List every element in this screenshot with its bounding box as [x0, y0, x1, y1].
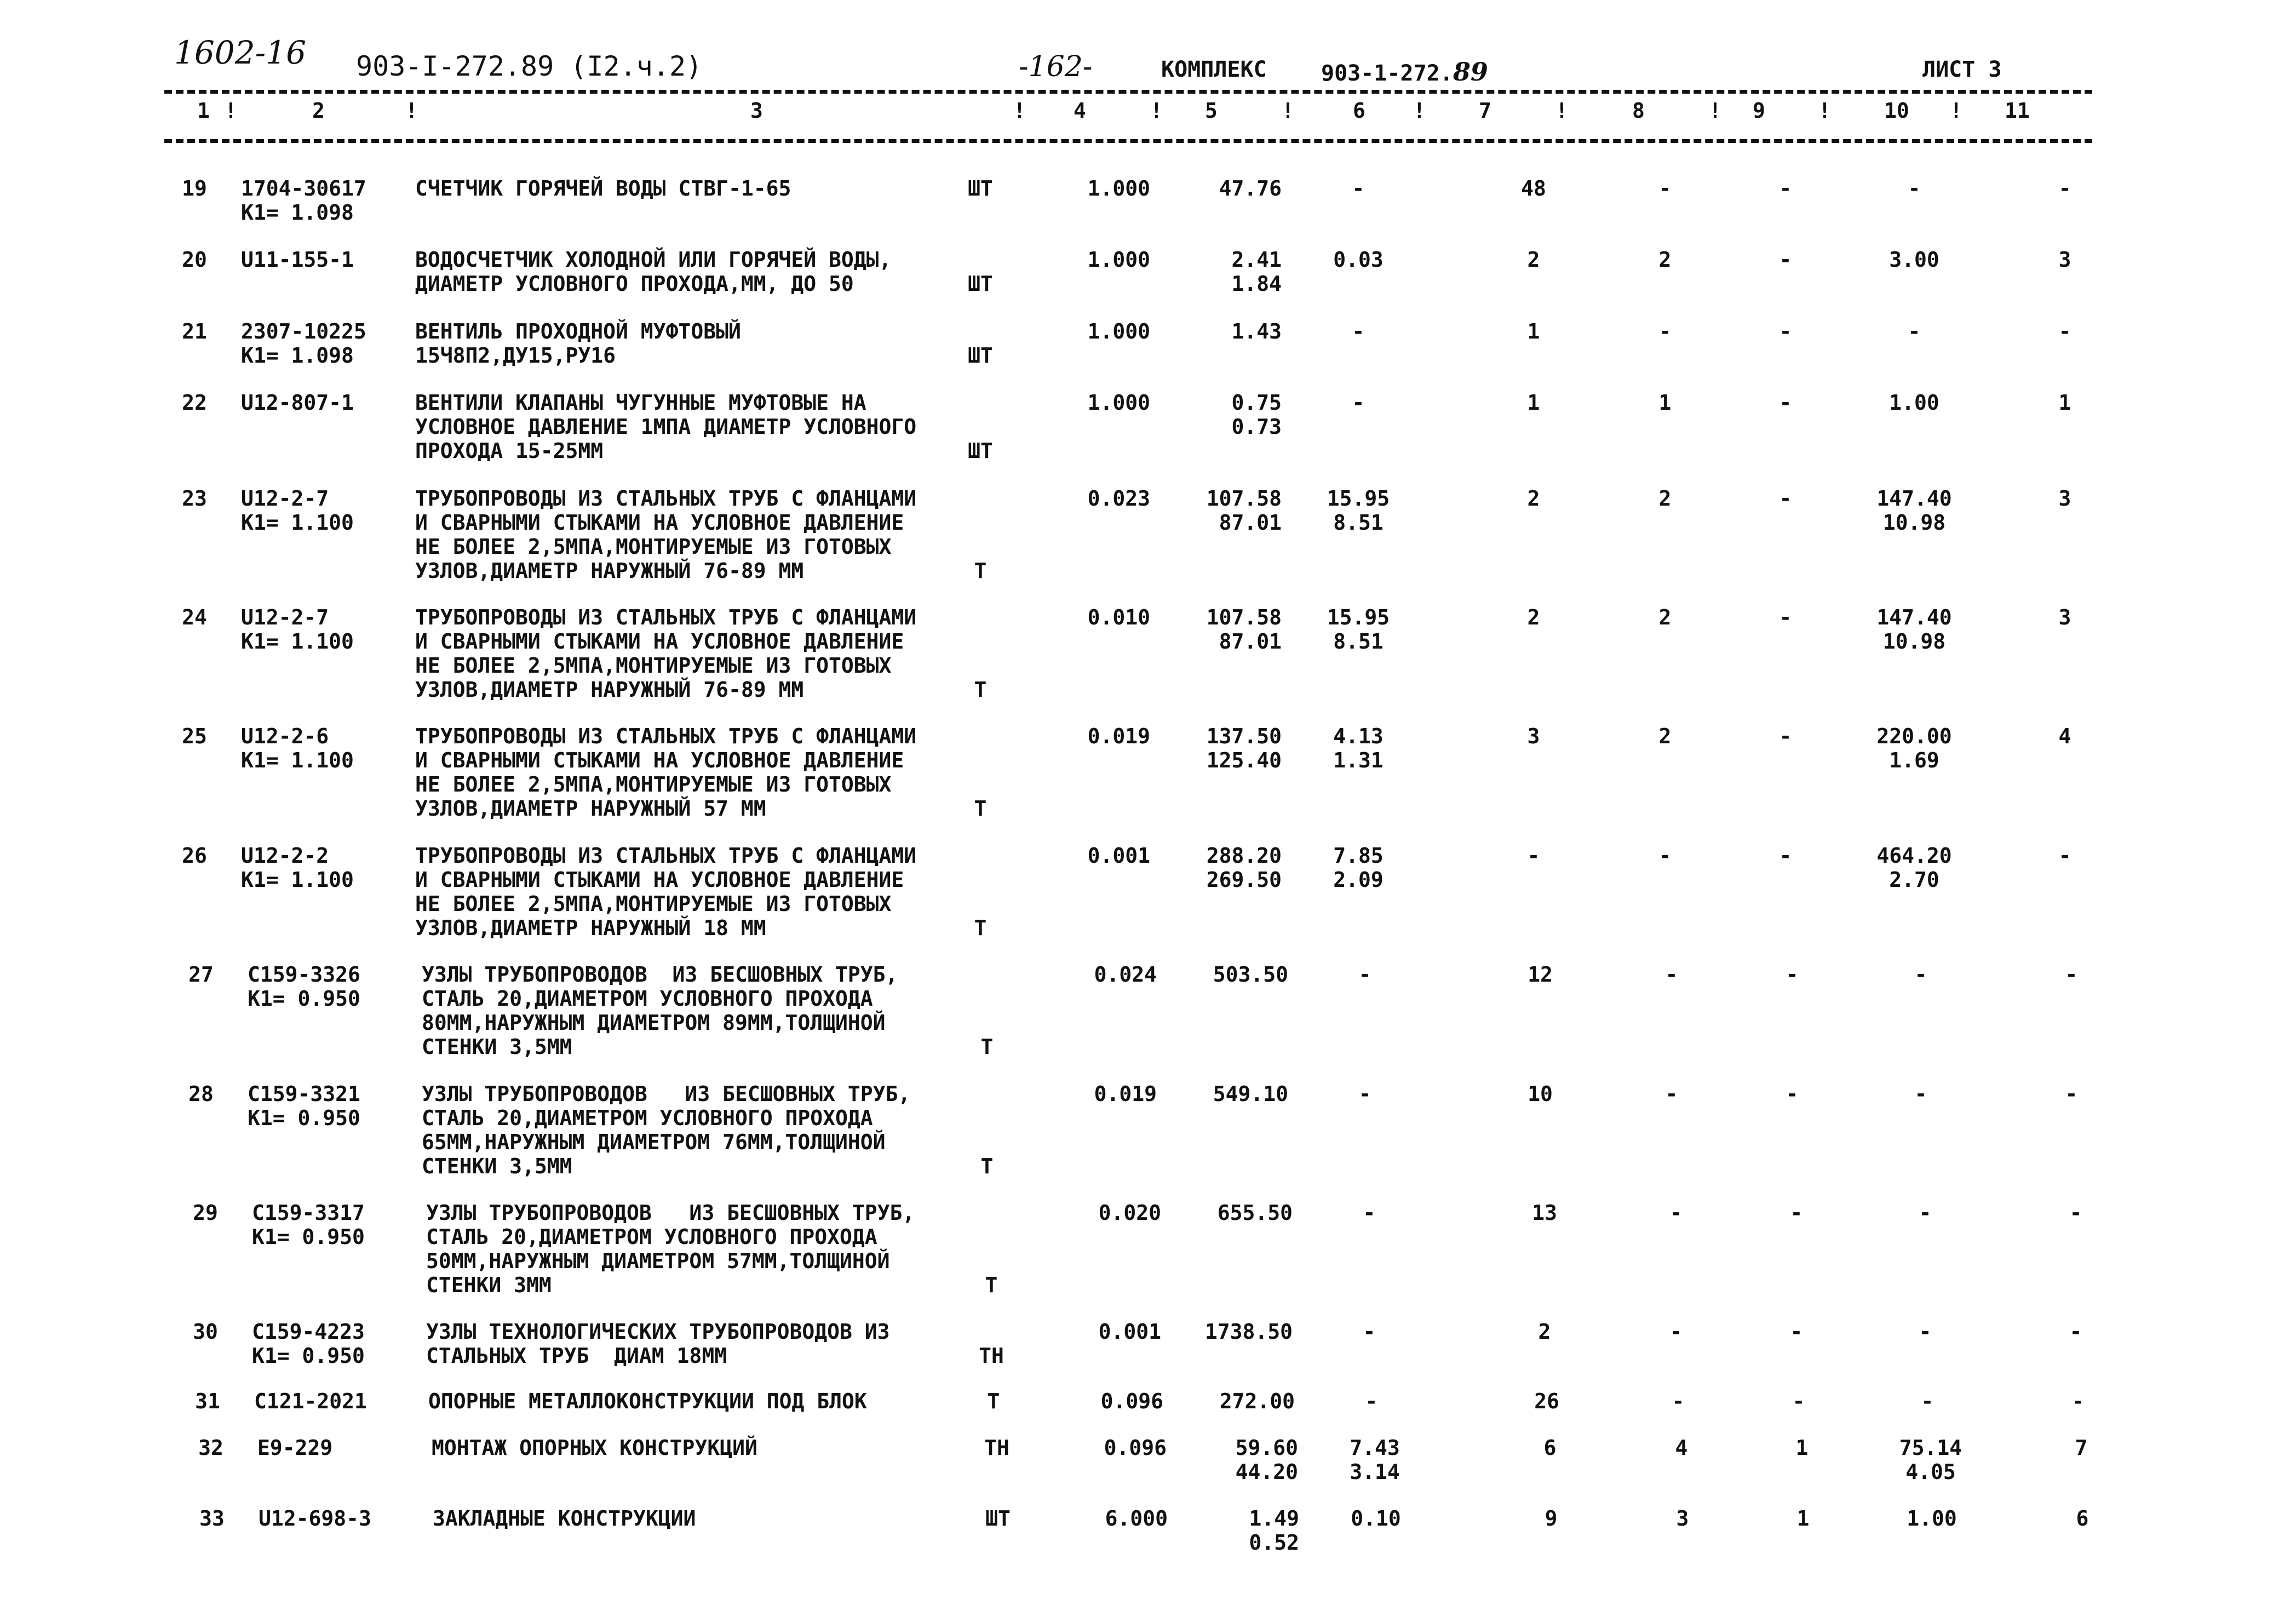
quantity-cell: 0.024 — [1094, 962, 1157, 987]
row-number: 33 — [199, 1506, 225, 1531]
complex-code-typed: 903-1-272. — [1321, 61, 1453, 86]
col10-cell: 3.00 — [1889, 248, 1939, 272]
col9-cell: - — [1779, 391, 1792, 415]
quantity-cell: 1.000 — [1087, 248, 1150, 272]
col-sep: ! — [1709, 99, 1721, 123]
col6-cell: 7.85 2.09 — [1333, 844, 1384, 892]
quantity-cell: 0.096 — [1100, 1389, 1163, 1413]
col9-cell: - — [1786, 962, 1799, 987]
col11-cell: - — [2058, 844, 2071, 868]
col8-cell: - — [1665, 962, 1678, 987]
col5-cell: 549.10 — [1213, 1082, 1288, 1106]
col7-cell: 9 — [1545, 1506, 1558, 1531]
row-number: 28 — [188, 1082, 214, 1106]
col-sep: ! — [1818, 99, 1831, 123]
name-cell: УЗЛЫ ТРУБОПРОВОДОВ ИЗ БЕСШОВНЫХ ТРУБ, СТАЛЬ 20,ДИАМЕТРОМ УСЛОВНОГО ПРОХОДА 50ММ,НАРУЖНЫМ ДИАМЕТРОМ 57ММ,ТОЛЩИНОЙ СТЕНКИ 3ММ — [426, 1201, 915, 1297]
col7-cell: 26 — [1534, 1389, 1559, 1413]
col5-cell: 272.00 — [1219, 1389, 1295, 1413]
col-sep: ! — [1150, 99, 1163, 123]
col-sep: ! — [405, 99, 418, 123]
name-cell: ТРУБОПРОВОДЫ ИЗ СТАЛЬНЫХ ТРУБ С ФЛАНЦАМИ И СВАРНЫМИ СТЫКАМИ НА УСЛОВНОЕ ДАВЛЕНИЕ НЕ БОЛЕЕ 2,5МПА,МОНТИРУЕМЫЕ ИЗ ГОТОВЫХ УЗЛОВ,ДИАМЕТР НАРУЖНЫЙ 18 ММ — [415, 844, 917, 940]
col5-cell: 1.49 0.52 — [1249, 1506, 1299, 1555]
col5-cell: 2.41 1.84 — [1231, 248, 1282, 296]
col-num-11: 11 — [2005, 99, 2030, 123]
row-number: 21 — [182, 319, 207, 343]
col5-cell: 47.76 — [1219, 176, 1282, 200]
quantity-cell: 0.010 — [1087, 605, 1150, 629]
unit-cell: ШТ — [968, 343, 993, 368]
col11-cell: - — [2069, 1320, 2082, 1344]
col10-cell: - — [1919, 1320, 1932, 1344]
col10-cell: - — [1914, 962, 1927, 987]
header-rule-bottom — [164, 139, 2092, 143]
col10-cell: 464.20 2.70 — [1876, 844, 1952, 892]
name-cell: УЗЛЫ ТРУБОПРОВОДОВ ИЗ БЕСШОВНЫХ ТРУБ, СТАЛЬ 20,ДИАМЕТРОМ УСЛОВНОГО ПРОХОДА 80ММ,НАРУЖНЫМ ДИАМЕТРОМ 89ММ,ТОЛЩИНОЙ СТЕНКИ 3,5ММ — [422, 962, 898, 1059]
col9-cell: 1 — [1795, 1436, 1809, 1460]
col11-cell: 6 — [2076, 1506, 2089, 1531]
col6-cell: - — [1358, 1082, 1371, 1106]
row-number: 26 — [182, 844, 207, 868]
col7-cell: 10 — [1528, 1082, 1553, 1106]
col8-cell: 2 — [1658, 248, 1672, 272]
col-sep: ! — [1013, 99, 1026, 123]
row-number: 23 — [182, 486, 207, 511]
col5-cell: 59.60 44.20 — [1235, 1436, 1298, 1484]
row-number: 22 — [182, 391, 207, 415]
col5-cell: 107.58 87.01 — [1206, 486, 1282, 535]
unit-cell: Т — [974, 796, 987, 821]
quantity-cell: 0.001 — [1087, 844, 1150, 868]
quantity-cell: 0.096 — [1104, 1436, 1167, 1460]
unit-cell: Т — [980, 1154, 994, 1178]
col6-cell: 7.43 3.14 — [1350, 1436, 1400, 1484]
col9-cell: - — [1779, 176, 1792, 200]
col9-cell: - — [1786, 1082, 1799, 1106]
col8-cell: - — [1665, 1082, 1678, 1106]
col8-cell: - — [1658, 176, 1672, 200]
col10-cell: 75.14 4.05 — [1899, 1436, 1962, 1484]
col6-cell: 15.95 8.51 — [1327, 486, 1390, 535]
col10-cell: 1.00 — [1907, 1506, 1957, 1531]
unit-cell: ШТ — [968, 439, 993, 463]
quantity-cell: 0.023 — [1087, 486, 1150, 511]
col-num-2: 2 — [312, 99, 325, 123]
col7-cell: 48 — [1521, 176, 1546, 200]
col6-cell: - — [1352, 391, 1365, 415]
col10-cell: 1.00 — [1889, 391, 1939, 415]
name-cell: ВЕНТИЛИ КЛАПАНЫ ЧУГУННЫЕ МУФТОВЫЕ НА УСЛОВНОЕ ДАВЛЕНИЕ 1МПА ДИАМЕТР УСЛОВНОГО ПРОХОДА 15-25ММ — [415, 391, 917, 463]
complex-code — [1321, 57, 1488, 87]
col5-cell: 288.20 269.50 — [1206, 844, 1282, 892]
col8-cell: - — [1658, 844, 1672, 868]
col7-cell: 2 — [1527, 486, 1540, 511]
col-num-9: 9 — [1753, 99, 1765, 123]
code-cell: 1704-30617 K1= 1.098 — [241, 176, 366, 225]
col6-cell: - — [1363, 1201, 1376, 1225]
name-cell: СЧЕТЧИК ГОРЯЧЕЙ ВОДЫ СТВГ-1-65 — [415, 176, 791, 200]
quantity-cell: 0.001 — [1098, 1320, 1161, 1344]
quantity-cell: 1.000 — [1087, 319, 1150, 343]
col6-cell: 0.10 — [1351, 1506, 1401, 1531]
col-num-7: 7 — [1479, 99, 1491, 123]
col7-cell: 6 — [1543, 1436, 1557, 1460]
col8-cell: 2 — [1658, 724, 1672, 748]
col9-cell: - — [1779, 248, 1792, 272]
col5-cell: 1.43 — [1231, 319, 1282, 343]
unit-cell: Т — [985, 1273, 998, 1297]
code-cell: E9-229 — [257, 1436, 333, 1460]
code-cell: C159-3321 K1= 0.950 — [248, 1082, 360, 1130]
unit-cell: ШТ — [968, 176, 993, 200]
col-num-10: 10 — [1884, 99, 1909, 123]
code-cell: C159-3326 K1= 0.950 — [248, 962, 360, 1011]
col6-cell: - — [1358, 962, 1371, 987]
page-number: -162- — [1019, 50, 1093, 83]
name-cell: УЗЛЫ ТРУБОПРОВОДОВ ИЗ БЕСШОВНЫХ ТРУБ, СТАЛЬ 20,ДИАМЕТРОМ УСЛОВНОГО ПРОХОДА 65ММ,НАРУЖНЫМ ДИАМЕТРОМ 76ММ,ТОЛЩИНОЙ СТЕНКИ 3,5ММ — [422, 1082, 911, 1178]
col8-cell: 3 — [1676, 1506, 1689, 1531]
unit-cell: Т — [974, 678, 987, 702]
col8-cell: 2 — [1658, 605, 1672, 629]
code-cell: U12-2-7 K1= 1.100 — [241, 486, 354, 535]
name-cell: ВОДОСЧЕТЧИК ХОЛОДНОЙ ИЛИ ГОРЯЧЕЙ ВОДЫ, ДИАМЕТР УСЛОВНОГО ПРОХОДА,ММ, ДО 50 — [415, 248, 892, 296]
unit-cell: Т — [974, 916, 987, 940]
col10-cell: 220.00 1.69 — [1876, 724, 1952, 772]
col10-cell: 147.40 10.98 — [1876, 605, 1952, 654]
quantity-cell: 1.000 — [1087, 391, 1150, 415]
col10-cell: - — [1908, 176, 1921, 200]
col-num-4: 4 — [1074, 99, 1086, 123]
complex-label: КОМПЛЕКС — [1161, 57, 1267, 82]
col11-cell: 3 — [2058, 248, 2071, 272]
code-cell: C159-4223 K1= 0.950 — [252, 1320, 365, 1368]
col8-cell: 2 — [1658, 486, 1672, 511]
header-rule-top — [164, 90, 2092, 94]
col9-cell: - — [1790, 1320, 1803, 1344]
col9-cell: - — [1779, 605, 1792, 629]
document-code: 903-I-272.89 (I2.ч.2) — [356, 50, 703, 82]
col-sep: ! — [1555, 99, 1568, 123]
quantity-cell: 0.019 — [1094, 1082, 1157, 1106]
col5-cell: 137.50 125.40 — [1206, 724, 1282, 772]
col7-cell: 13 — [1532, 1201, 1557, 1225]
col11-cell: - — [2071, 1389, 2085, 1413]
col11-cell: - — [2065, 962, 2078, 987]
code-cell: U12-2-7 K1= 1.100 — [241, 605, 354, 654]
col8-cell: - — [1669, 1201, 1683, 1225]
col9-cell: 1 — [1796, 1506, 1810, 1531]
col6-cell: - — [1363, 1320, 1376, 1344]
col6-cell: 4.13 1.31 — [1333, 724, 1384, 772]
col9-cell: - — [1792, 1389, 1805, 1413]
col5-cell: 107.58 87.01 — [1206, 605, 1282, 654]
name-cell: ТРУБОПРОВОДЫ ИЗ СТАЛЬНЫХ ТРУБ С ФЛАНЦАМИ И СВАРНЫМИ СТЫКАМИ НА УСЛОВНОЕ ДАВЛЕНИЕ НЕ БОЛЕЕ 2,5МПА,МОНТИРУЕМЫЕ ИЗ ГОТОВЫХ УЗЛОВ,ДИАМЕТР НАРУЖНЫЙ 76-89 ММ — [415, 486, 917, 583]
col11-cell: 7 — [2075, 1436, 2088, 1460]
name-cell: ВЕНТИЛЬ ПРОХОДНОЙ МУФТОВЫЙ 15Ч8П2,ДУ15,РУ16 — [415, 319, 741, 368]
col8-cell: - — [1672, 1389, 1685, 1413]
unit-cell: Т — [987, 1389, 1000, 1413]
col5-cell: 503.50 — [1213, 962, 1288, 987]
col9-cell: - — [1779, 319, 1792, 343]
col11-cell: - — [2058, 319, 2071, 343]
col-sep: ! — [1282, 99, 1294, 123]
col6-cell: - — [1352, 319, 1365, 343]
col-num-6: 6 — [1353, 99, 1365, 123]
col-num-5: 5 — [1205, 99, 1218, 123]
row-number: 31 — [195, 1389, 220, 1413]
col9-cell: - — [1779, 844, 1792, 868]
col8-cell: 1 — [1658, 391, 1672, 415]
name-cell: ТРУБОПРОВОДЫ ИЗ СТАЛЬНЫХ ТРУБ С ФЛАНЦАМИ И СВАРНЫМИ СТЫКАМИ НА УСЛОВНОЕ ДАВЛЕНИЕ НЕ БОЛЕЕ 2,5МПА,МОНТИРУЕМЫЕ ИЗ ГОТОВЫХ УЗЛОВ,ДИАМЕТР НАРУЖНЫЙ 57 ММ — [415, 724, 917, 821]
unit-cell: Т — [980, 1035, 994, 1059]
unit-cell: ТН — [979, 1344, 1004, 1368]
col9-cell: - — [1779, 486, 1792, 511]
code-cell: 2307-10225 K1= 1.098 — [241, 319, 366, 368]
row-number: 29 — [193, 1201, 218, 1225]
col8-cell: - — [1658, 319, 1672, 343]
name-cell: УЗЛЫ ТЕХНОЛОГИЧЕСКИХ ТРУБОПРОВОДОВ ИЗ СТАЛЬНЫХ ТРУБ ДИАМ 18ММ — [426, 1320, 890, 1368]
col-num-3: 3 — [750, 99, 763, 123]
row-number: 24 — [182, 605, 207, 629]
col11-cell: - — [2058, 176, 2071, 200]
col8-cell: 4 — [1675, 1436, 1688, 1460]
complex-code-handwritten: 89 — [1453, 57, 1488, 87]
col6-cell: - — [1365, 1389, 1378, 1413]
col10-cell: - — [1919, 1201, 1932, 1225]
col-sep: ! — [1950, 99, 1962, 123]
code-cell: U12-2-6 K1= 1.100 — [241, 724, 354, 772]
col10-cell: - — [1908, 319, 1921, 343]
code-cell: C159-3317 K1= 0.950 — [252, 1201, 365, 1249]
col-num-1: 1 — [197, 99, 210, 123]
unit-cell: ШТ — [968, 272, 993, 296]
sheet-number: ЛИСТ 3 — [1922, 57, 2002, 82]
col11-cell: 3 — [2058, 605, 2071, 629]
col9-cell: - — [1779, 724, 1792, 748]
col10-cell: - — [1914, 1082, 1927, 1106]
row-number: 19 — [182, 176, 207, 200]
col7-cell: 3 — [1527, 724, 1540, 748]
col6-cell: - — [1352, 176, 1365, 200]
quantity-cell: 6.000 — [1105, 1506, 1168, 1531]
col7-cell: 1 — [1527, 391, 1540, 415]
col7-cell: - — [1527, 844, 1540, 868]
row-number: 27 — [188, 962, 214, 987]
col-num-8: 8 — [1632, 99, 1645, 123]
quantity-cell: 1.000 — [1087, 176, 1150, 200]
name-cell: ОПОРНЫЕ МЕТАЛЛОКОНСТРУКЦИИ ПОД БЛОК — [428, 1389, 867, 1413]
code-cell: C121-2021 — [254, 1389, 367, 1413]
handwritten-id: 1602-16 — [174, 34, 307, 71]
code-cell: U12-2-2 K1= 1.100 — [241, 844, 354, 892]
col11-cell: - — [2069, 1201, 2082, 1225]
col11-cell: 3 — [2058, 486, 2071, 511]
quantity-cell: 0.019 — [1087, 724, 1150, 748]
name-cell: МОНТАЖ ОПОРНЫХ КОНСТРУКЦИЙ — [432, 1436, 757, 1460]
col5-cell: 1738.50 — [1204, 1320, 1293, 1344]
col6-cell: 15.95 8.51 — [1327, 605, 1390, 654]
col7-cell: 1 — [1527, 319, 1540, 343]
row-number: 32 — [198, 1436, 223, 1460]
col7-cell: 12 — [1528, 962, 1553, 987]
col7-cell: 2 — [1527, 248, 1540, 272]
col7-cell: 2 — [1538, 1320, 1551, 1344]
code-cell: U12-807-1 — [241, 391, 354, 415]
unit-cell: ТН — [984, 1436, 1009, 1460]
row-number: 20 — [182, 248, 207, 272]
name-cell: ТРУБОПРОВОДЫ ИЗ СТАЛЬНЫХ ТРУБ С ФЛАНЦАМИ И СВАРНЫМИ СТЫКАМИ НА УСЛОВНОЕ ДАВЛЕНИЕ НЕ БОЛЕЕ 2,5МПА,МОНТИРУЕМЫЕ ИЗ ГОТОВЫХ УЗЛОВ,ДИАМЕТР НАРУЖНЫЙ 76-89 ММ — [415, 605, 917, 702]
row-number: 25 — [182, 724, 207, 748]
col11-cell: - — [2065, 1082, 2078, 1106]
code-cell: U11-155-1 — [241, 248, 354, 272]
col-sep: ! — [225, 99, 237, 123]
row-number: 30 — [193, 1320, 218, 1344]
col11-cell: 1 — [2058, 391, 2071, 415]
quantity-cell: 0.020 — [1098, 1201, 1161, 1225]
col6-cell: 0.03 — [1333, 248, 1384, 272]
col7-cell: 2 — [1527, 605, 1540, 629]
col10-cell: 147.40 10.98 — [1876, 486, 1952, 535]
col-sep: ! — [1413, 99, 1426, 123]
unit-cell: ШТ — [985, 1506, 1011, 1531]
col10-cell: - — [1921, 1389, 1934, 1413]
code-cell: U12-698-3 — [259, 1506, 371, 1531]
col11-cell: 4 — [2058, 724, 2071, 748]
col5-cell: 655.50 — [1217, 1201, 1293, 1225]
col9-cell: - — [1790, 1201, 1803, 1225]
unit-cell: Т — [974, 559, 987, 583]
col8-cell: - — [1669, 1320, 1683, 1344]
name-cell: ЗАКЛАДНЫЕ КОНСТРУКЦИИ — [433, 1506, 696, 1531]
col5-cell: 0.75 0.73 — [1231, 391, 1282, 439]
